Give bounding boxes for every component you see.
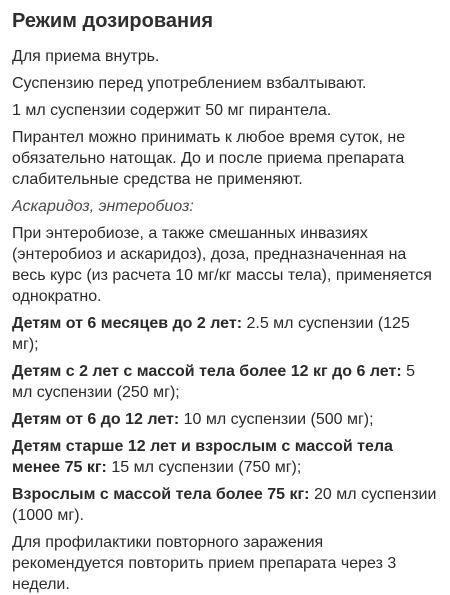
paragraph-enterobiosis: При энтеробиозе, а также смешанных инвазиях (энтеробиоз и аскаридоз), доза, предназначенная на весь курс (из расчета 10 мг/кг массы тела), применяется однократно.: [12, 225, 432, 305]
dose-amount: 10 мл суспензии (500 мг);: [179, 411, 374, 428]
section-title: Режим дозирования: [12, 10, 214, 32]
paragraph-concentration: 1 мл суспензии содержит 50 мг пирантела.: [12, 102, 332, 119]
dose-adult-over-75kg: [12, 484, 438, 526]
dose-amount: 5 мл суспензии (250 мг);: [12, 363, 415, 401]
dose-group-label: Детям старше 12 лет и взрослым с массой тела менее 75 кг:: [12, 438, 393, 476]
dose-amount: 15 мл суспензии (750 мг);: [106, 459, 302, 476]
dose-group-label: Детям с 2 лет с массой тела более 12 кг до 6 лет:: [12, 363, 402, 380]
dose-group-label: Детям от 6 месяцев до 2 лет:: [12, 315, 243, 332]
dose-6m-2y: [12, 313, 438, 355]
dose-amount: 20 мл суспензии (1000 мг).: [12, 486, 437, 524]
dose-amount: 2.5 мл суспензии (125 мг);: [12, 315, 410, 353]
dose-2y-6y: [12, 361, 438, 403]
paragraph-timing: Пирантел можно принимать к любое время суток, не обязательно натощак. До и после приема препарата слабительные средства не применяют.: [12, 129, 406, 188]
paragraph-oral-use: Для приема внутрь.: [12, 48, 160, 65]
dose-12y-under-75kg: [12, 436, 438, 478]
dose-6y-12y: [12, 409, 438, 430]
paragraph-shake: Суспензию перед употреблением взбалтывают.: [12, 75, 367, 92]
indications-subheading: Аскаридоз, энтеробиоз:: [12, 198, 194, 215]
dose-group-label: Взрослым с массой тела более 75 кг:: [12, 486, 310, 503]
paragraph-prophylaxis: Для профилактики повторного заражения рекомендуется повторить прием препарата через 3 недели.: [12, 534, 397, 593]
dose-group-label: Детям от 6 до 12 лет:: [12, 411, 180, 428]
